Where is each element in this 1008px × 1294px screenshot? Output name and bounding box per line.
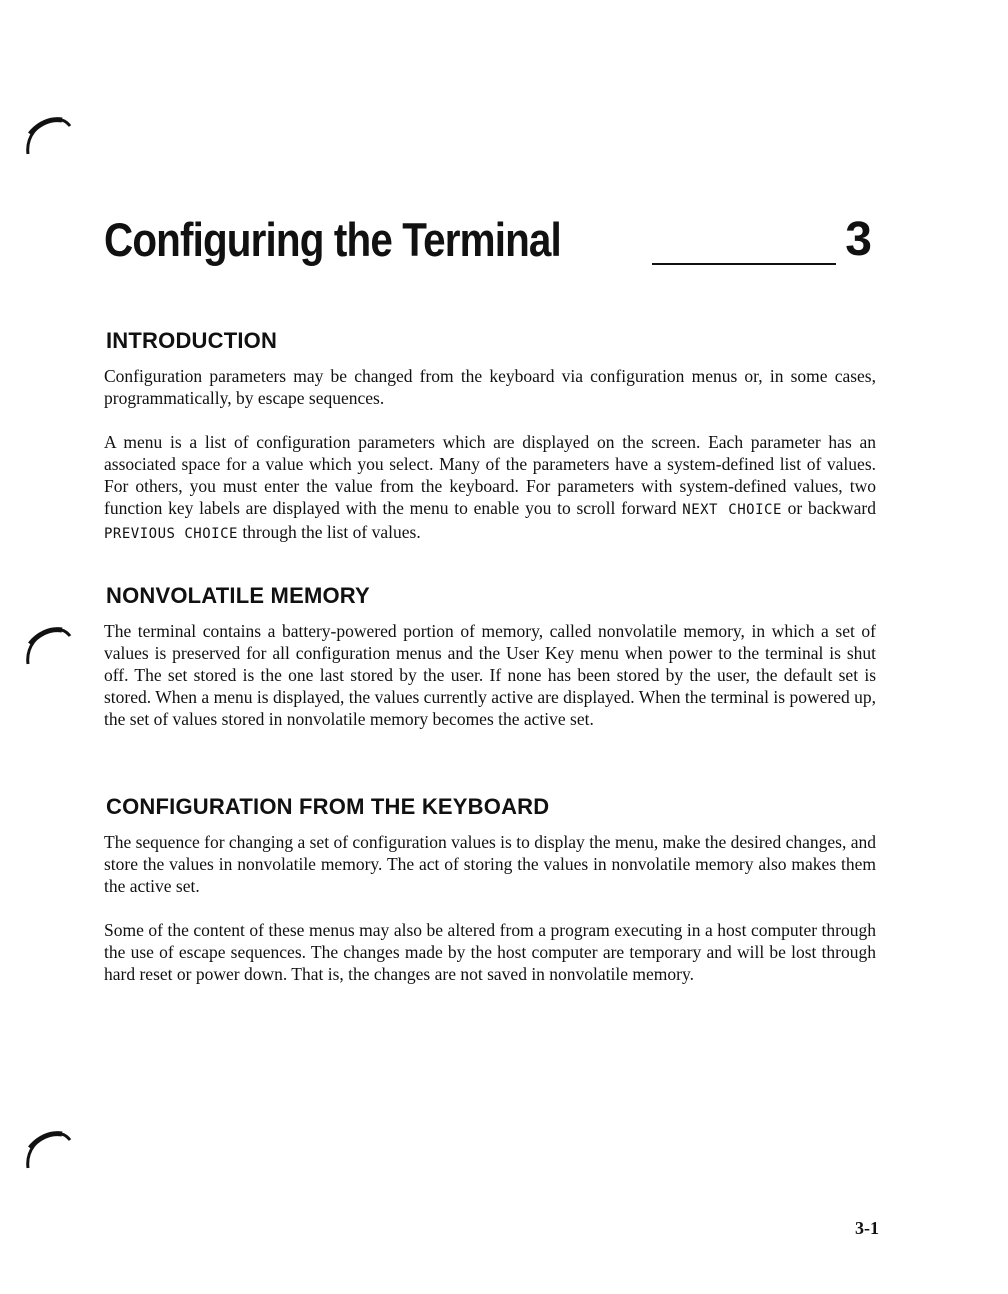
section-heading: CONFIGURATION FROM THE KEYBOARD: [106, 794, 550, 819]
section-heading: INTRODUCTION: [106, 328, 278, 353]
page-number: 3-1: [855, 1218, 879, 1238]
paragraph-text: A menu is a list of configuration parameters which are displayed on the screen. Each parameter has an associated space for a value which you select. Many of the parameters have a system-defined list of values. For others, you must enter the value from the keyboard. For parameters with system-defined values, two function key labels are displayed with the menu to enable you to scroll forward: [104, 432, 876, 518]
chapter-title: Configuring the Terminal: [104, 213, 561, 266]
chapter-rule: [652, 263, 836, 265]
chapter-number: 3: [845, 213, 872, 266]
hole-punch-mark-icon: [22, 1122, 78, 1178]
hole-punch-mark-icon: [22, 108, 78, 164]
section-configuration-from-keyboard: [104, 793, 876, 1007]
previous-choice-key-label: PREVIOUS CHOICE: [104, 526, 238, 542]
paragraph-text: or backward: [781, 498, 876, 518]
paragraph-text: through the list of values.: [237, 522, 421, 542]
section-introduction: [104, 327, 876, 567]
section-heading: NONVOLATILE MEMORY: [106, 583, 370, 608]
paragraph: Some of the content of these menus may also be altered from a program executing in a host computer through the use of escape sequences. The changes made by the host computer are temporary and will be lost through hard reset or power down. That is, the changes are not saved in nonvolatile memory.: [104, 920, 876, 984]
paragraph: The sequence for changing a set of configuration values is to display the menu, make the desired changes, and store the values in nonvolatile memory. The act of storing the values in nonvolatile memory also makes them the active set.: [104, 832, 876, 896]
section-nonvolatile-memory: [104, 582, 876, 752]
next-choice-key-label: NEXT CHOICE: [682, 502, 782, 518]
hole-punch-mark-icon: [22, 618, 78, 674]
paragraph: Configuration parameters may be changed from the keyboard via configuration menus or, in some cases, programmatically, by escape sequences.: [104, 366, 876, 408]
paragraph: The terminal contains a battery-powered portion of memory, called nonvolatile memory, in which a set of values is preserved for all configuration menus and the User Key menu when power to the terminal is shut off. The set stored is the one last stored by the user. If none has been stored by the user, the default set is stored. When a menu is displayed, the values currently active are displayed. When the terminal is powered up, the set of values stored in nonvolatile memory becomes the active set.: [104, 621, 876, 729]
paragraph-menu-description: [104, 431, 876, 545]
chapter-heading: [104, 208, 884, 272]
